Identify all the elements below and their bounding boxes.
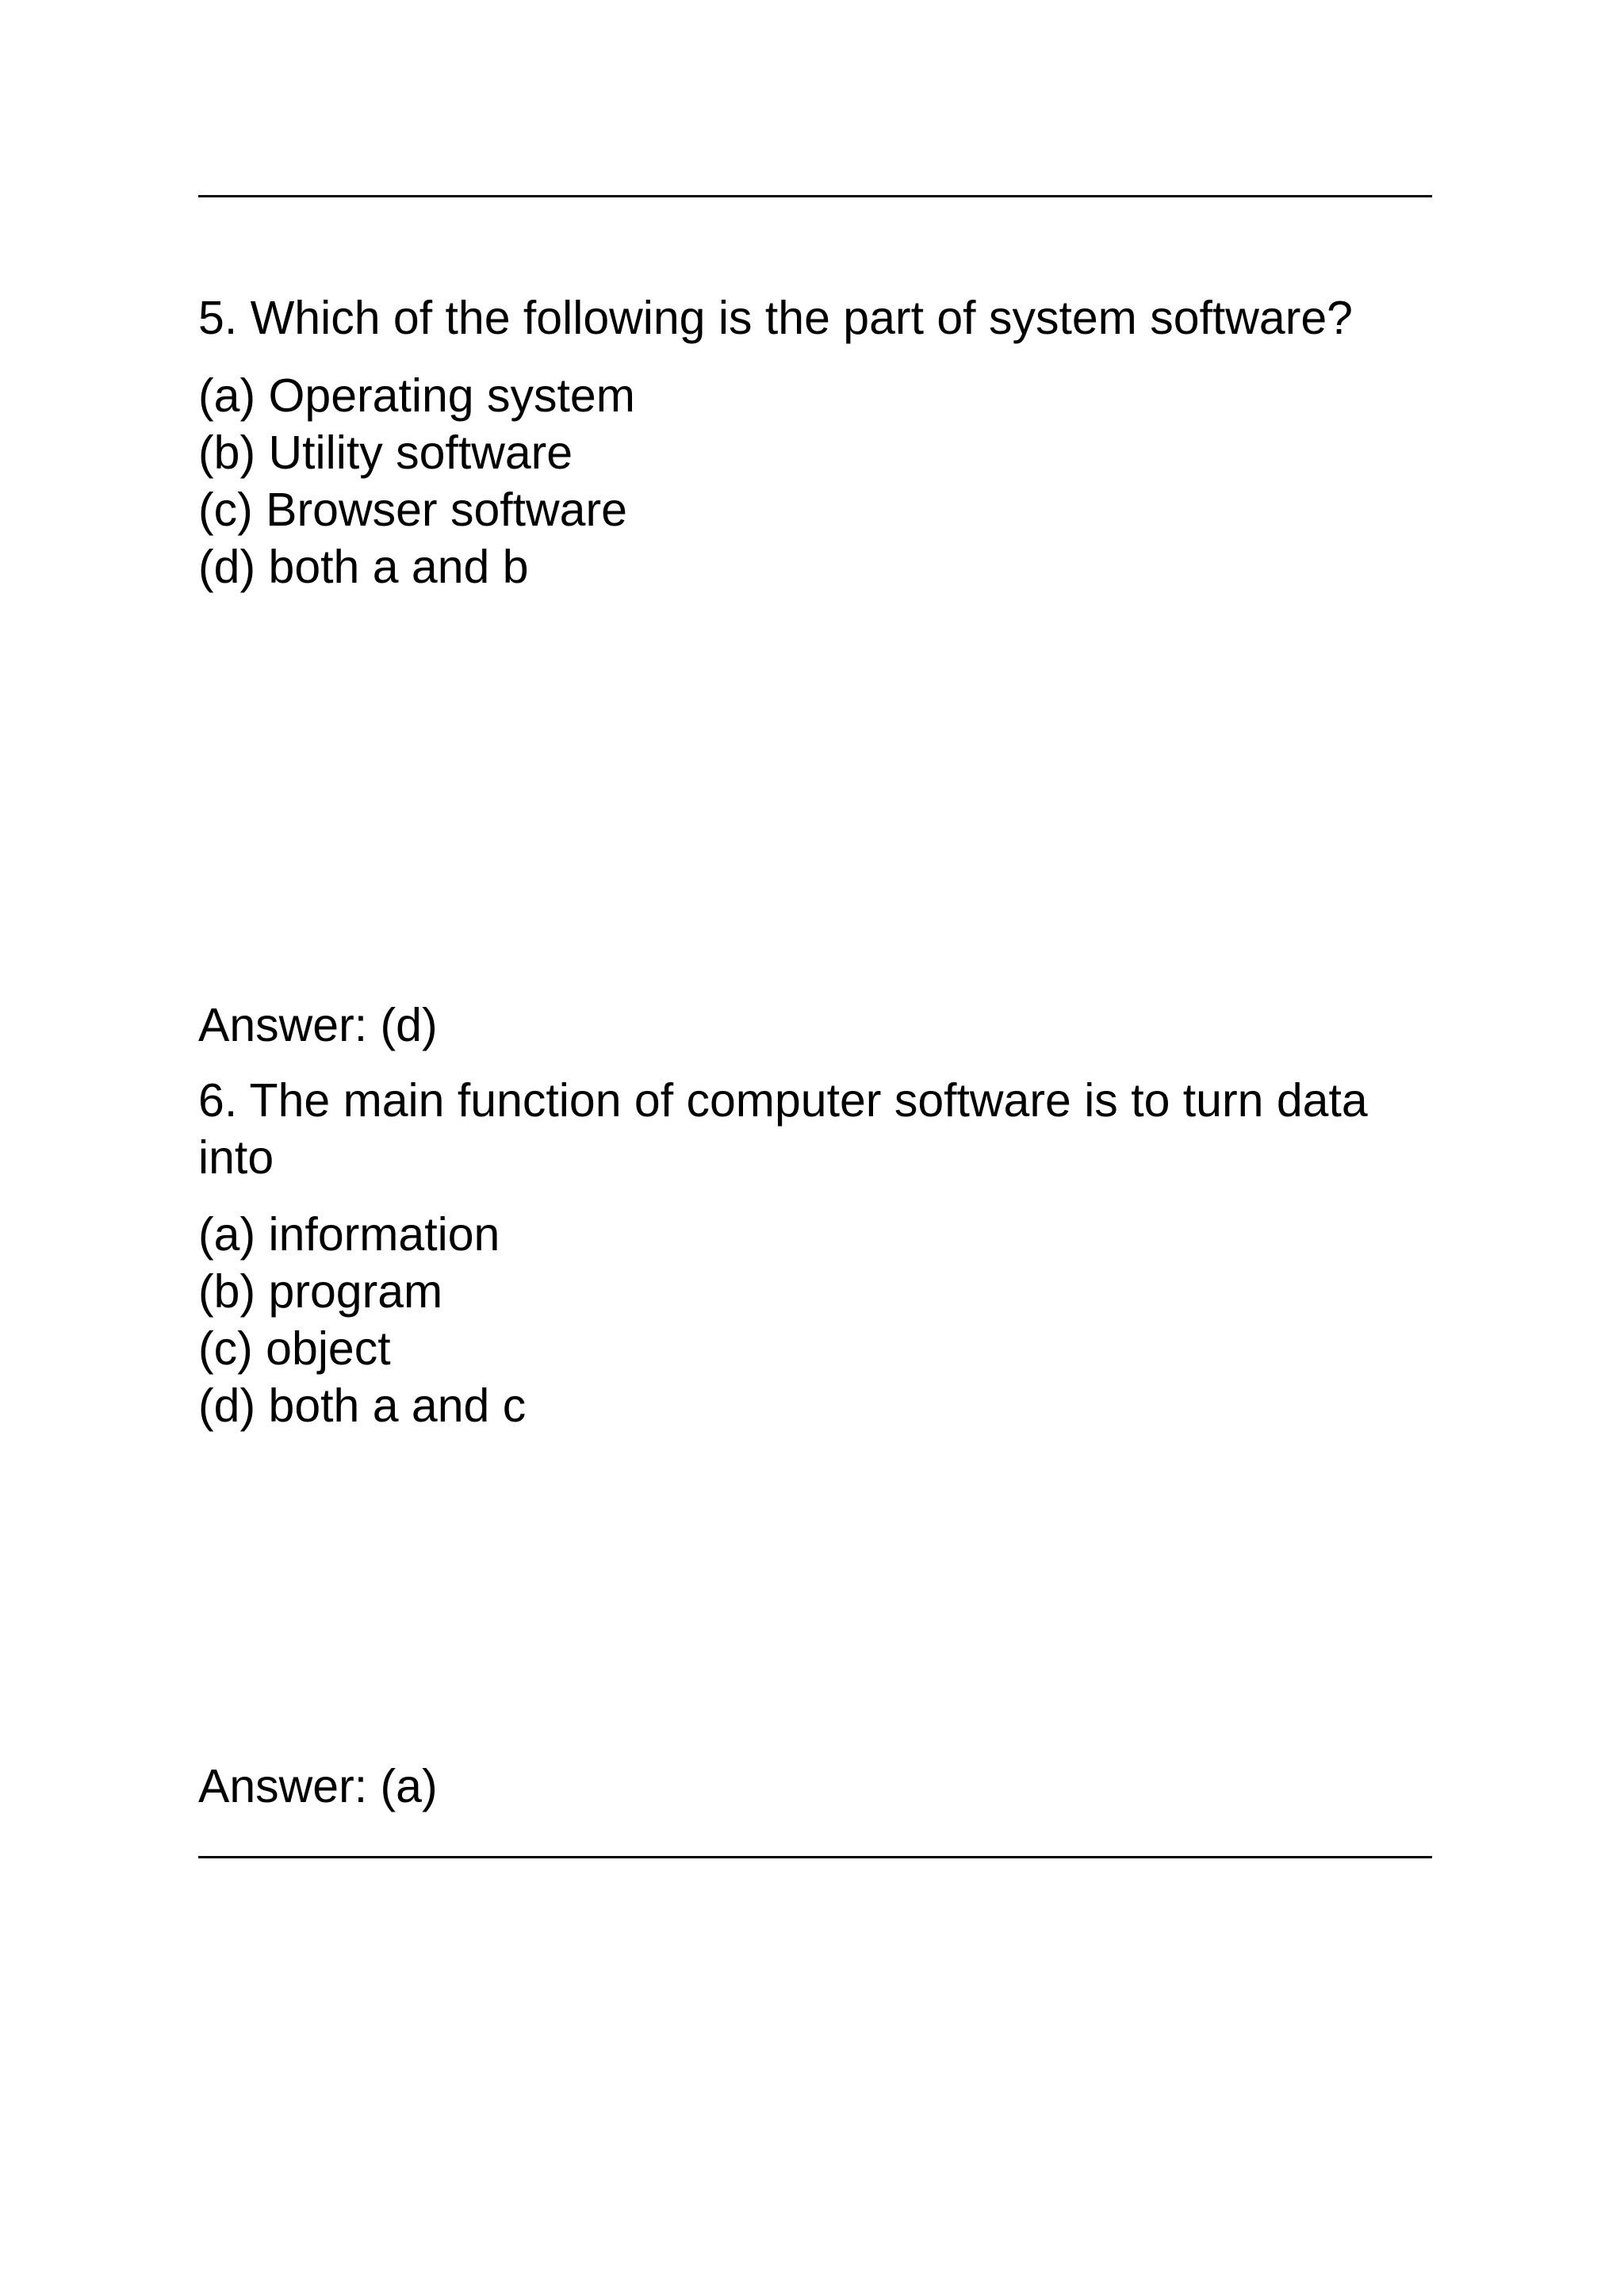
question-6-option-b: (b) program	[198, 1265, 443, 1318]
question-6-text: 6. The main function of computer software is to turn data into	[198, 1074, 1368, 1184]
question-6-option-d: (d) both a and c	[198, 1380, 527, 1432]
question-6-option-c: (c) object	[198, 1322, 391, 1375]
question-5-option-d: (d) both a and b	[198, 541, 529, 593]
bottom-divider	[198, 1856, 1432, 1858]
question-6-options	[198, 1206, 1435, 1434]
question-6-option-a: (a) information	[198, 1208, 500, 1261]
question-5-option-b: (b) Utility software	[198, 427, 573, 479]
question-5-option-a: (a) Operating system	[198, 369, 635, 422]
question-5-option-c: (c) Browser software	[198, 484, 627, 536]
question-5-answer: Answer: (d)	[198, 999, 438, 1051]
question-6-answer: Answer: (a)	[198, 1760, 438, 1812]
question-5-text: 5. Which of the following is the part of system software?	[198, 292, 1353, 344]
question-5-options	[198, 367, 1435, 595]
top-divider	[198, 195, 1432, 197]
